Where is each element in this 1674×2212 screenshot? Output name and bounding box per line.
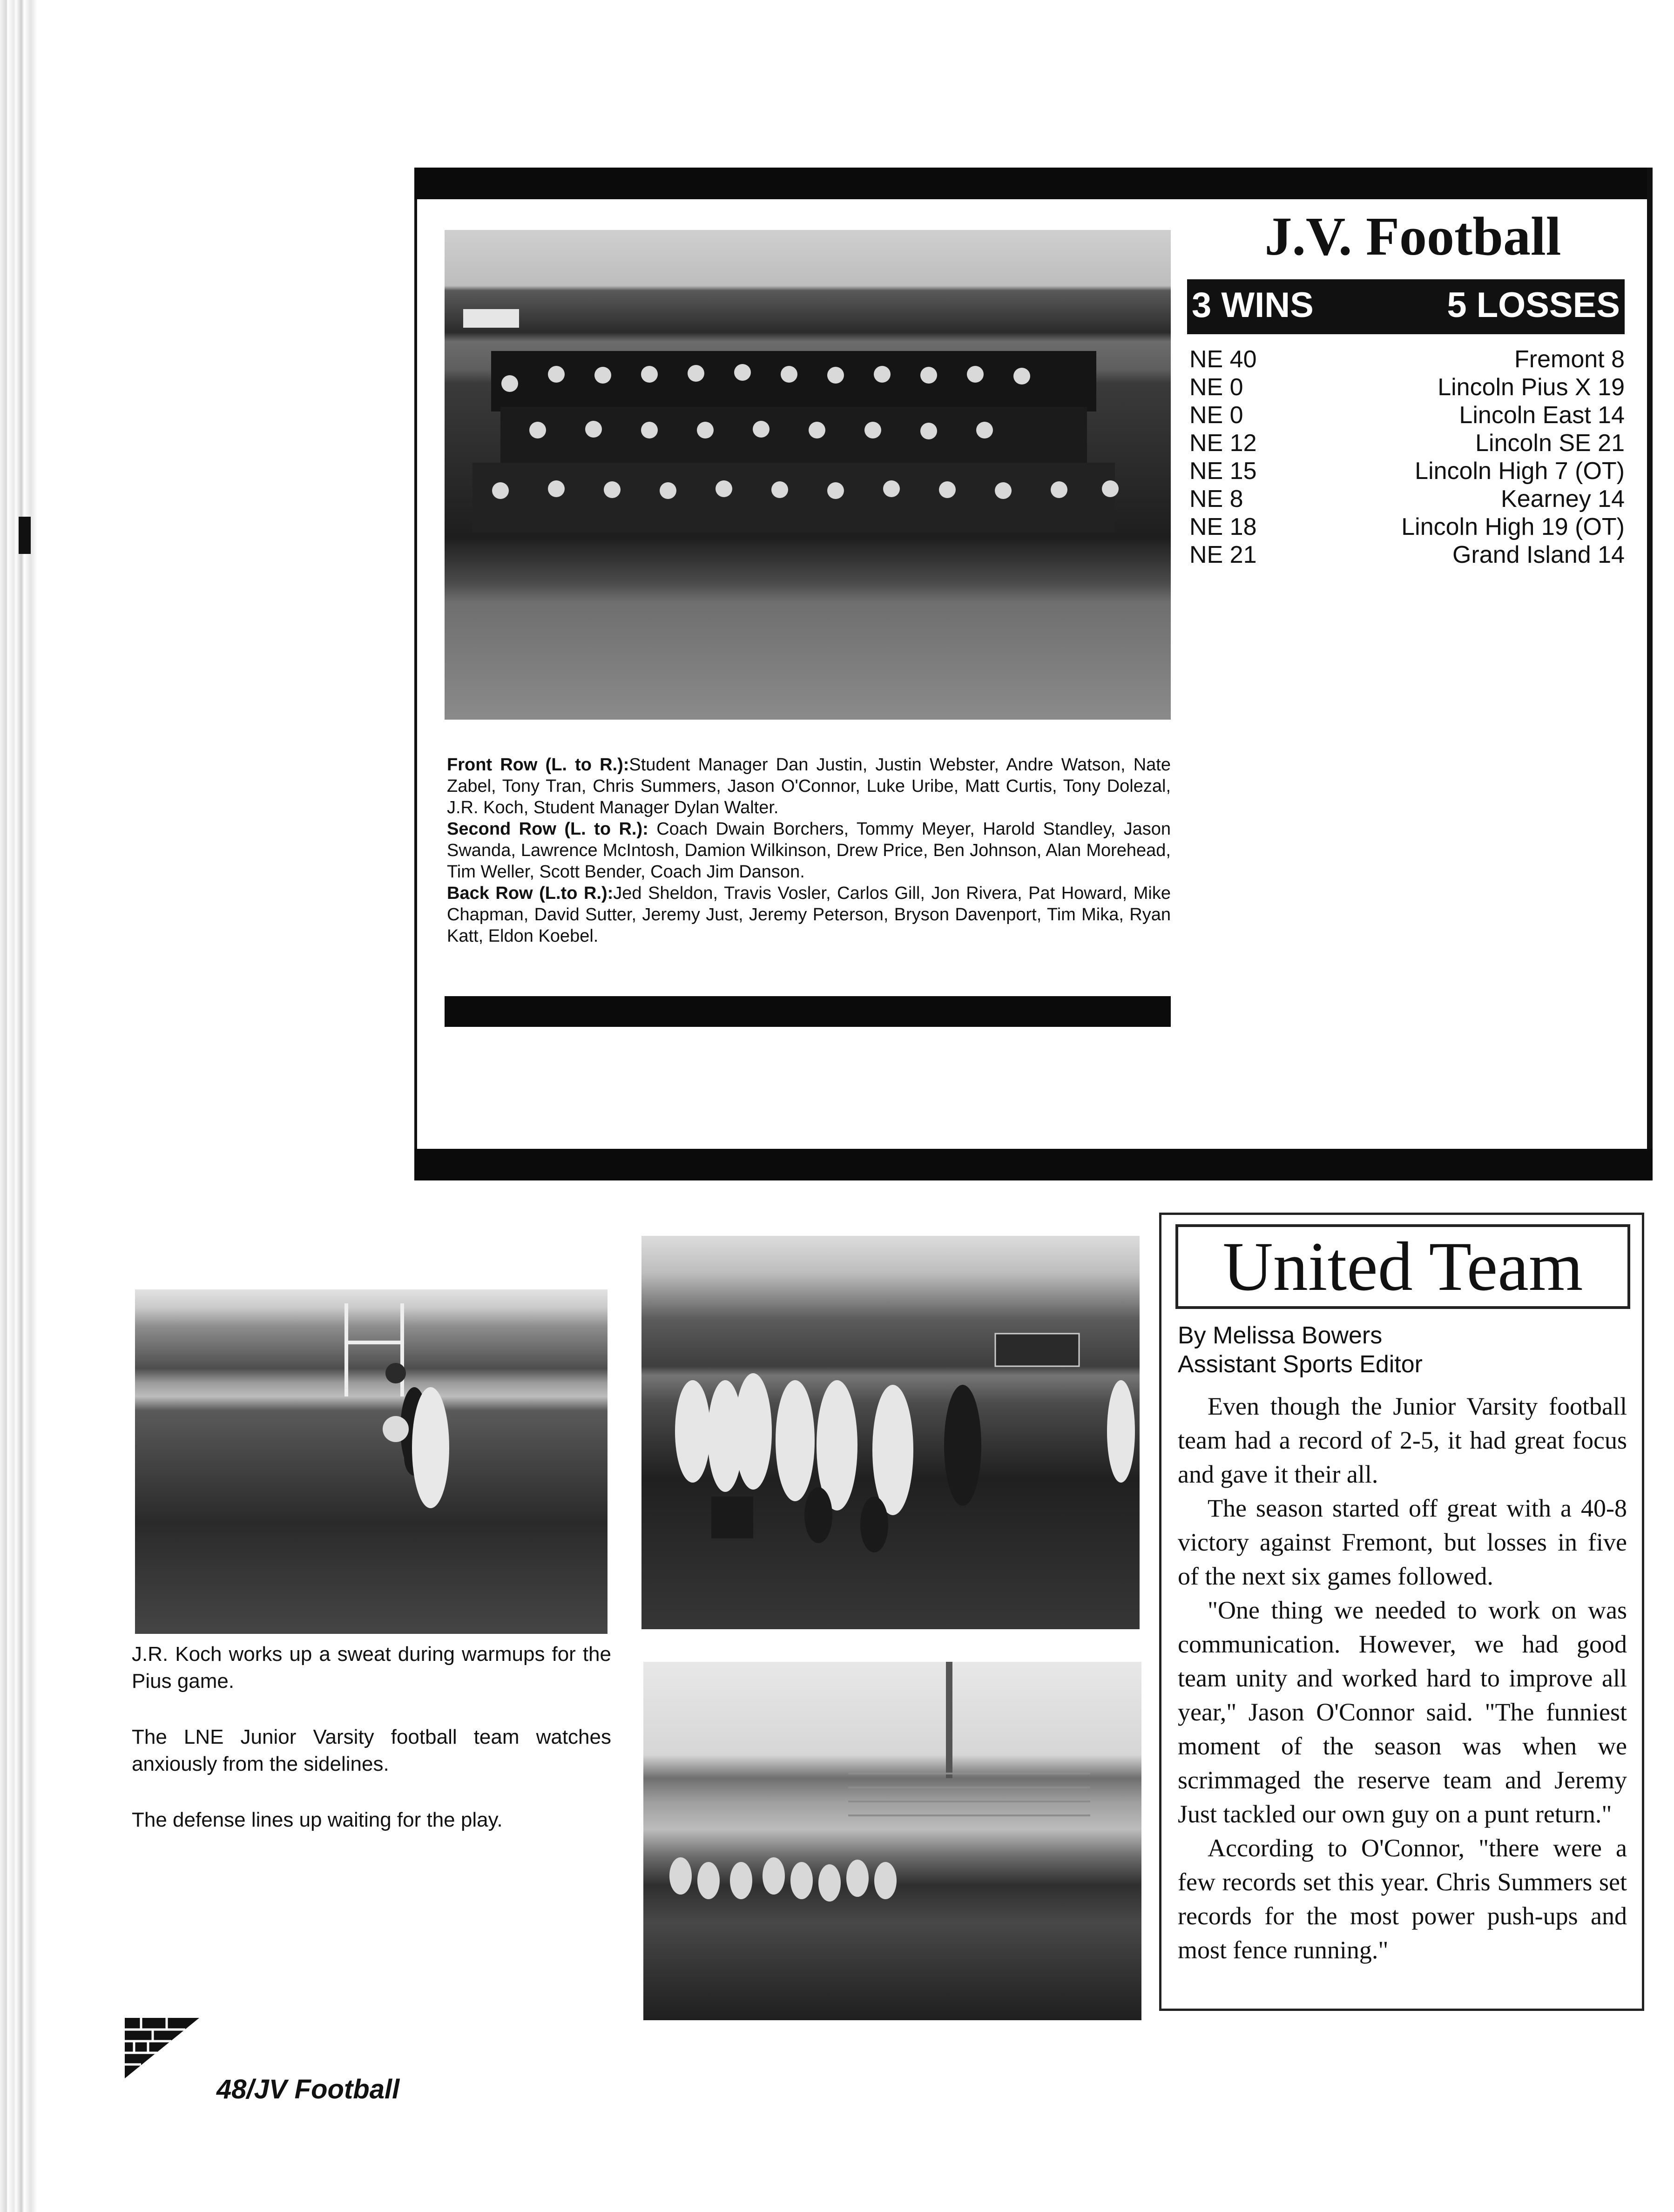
- back-row-names: Jed Sheldon, Travis Vosler, Carlos Gill, Jon Rivera, Pat Howard, Mike Chapman, David Sutter, Jeremy Just, Jeremy Peterson, Bryson Davenport, Tim Mika, Ryan Katt, Eldon Koebel.: [447, 883, 1171, 946]
- caption-sideline: The LNE Junior Varsity football team watches anxiously from the sidelines.: [132, 1726, 611, 1775]
- score-row: [1189, 429, 1625, 457]
- ne-score: NE 21: [1189, 541, 1257, 568]
- roster-caption: [447, 754, 1171, 947]
- score-row: [1189, 401, 1625, 429]
- author-role: Assistant Sports Editor: [1178, 1351, 1423, 1378]
- top-rule-bar: [414, 168, 1653, 199]
- opponent-score: Kearney 14: [1501, 486, 1625, 513]
- feature-title: J.V. Football: [1264, 206, 1561, 267]
- binding-mark: [19, 517, 31, 554]
- box-right-border: [1647, 168, 1653, 1180]
- ne-score: NE 12: [1189, 430, 1257, 457]
- story-paragraph: The season started off great with a 40-8 victory against Fremont, but losses in five of the next six games followed.: [1178, 1494, 1627, 1590]
- opponent-score: Lincoln SE 21: [1475, 430, 1625, 457]
- photo-captions: [132, 1641, 611, 1862]
- ne-score: NE 8: [1189, 486, 1243, 513]
- sideline-photo: [641, 1236, 1140, 1629]
- score-list: [1189, 345, 1625, 569]
- score-row: [1189, 513, 1625, 541]
- byline: [1178, 1321, 1625, 1379]
- opponent-score: Lincoln East 14: [1459, 402, 1625, 429]
- story-paragraph: According to O'Connor, "there were a few records set this year. Chris Summers set records for the most power push-ups and most fence running.": [1178, 1834, 1627, 1964]
- opponent-score: Fremont 8: [1514, 346, 1625, 373]
- front-row-names: Student Manager Dan Justin, Justin Webster, Andre Watson, Nate Zabel, Tony Tran, Chris Summers, Jason O'Connor, Luke Uribe, Matt Curtis, Tony Dolezal, J.R. Koch, Student Manager Dylan Walter.: [447, 755, 1171, 817]
- score-row: [1189, 345, 1625, 373]
- team-photo: [445, 230, 1171, 720]
- author-name: By Melissa Bowers: [1178, 1322, 1383, 1349]
- story-paragraph: "One thing we needed to work on was communication. However, we had good team unity and worked hard to improve all year," Jason O'Connor said. "The funniest moment of the season was when we scrimmaged the reserve team and Jeremy Just tackled our own guy on a punt return.": [1178, 1596, 1627, 1828]
- back-row-label: Back Row (L.to R.):: [447, 883, 614, 903]
- opponent-score: Lincoln Pius X 19: [1438, 374, 1625, 401]
- ne-score: NE 15: [1189, 458, 1257, 485]
- story-title: United Team: [1175, 1224, 1630, 1309]
- second-row-label: Second Row (L. to R.):: [447, 819, 648, 839]
- losses-label: 5 LOSSES: [1447, 285, 1620, 325]
- second-row-names: Coach Dwain Borchers, Tommy Meyer, Harold Standley, Jason Swanda, Lawrence McIntosh, Damion Wilkinson, Drew Price, Ben Johnson, Alan Morehead, Tim Weller, Scott Bender, Coach Jim Danson.: [447, 819, 1171, 882]
- front-row-label: Front Row (L. to R.):: [447, 755, 629, 775]
- story-paragraph: Even though the Junior Varsity football team had a record of 2-5, it had great focus and gave it their all.: [1178, 1392, 1627, 1488]
- opponent-score: Lincoln High 19 (OT): [1401, 513, 1625, 540]
- page-label: 48/JV Football: [216, 2074, 400, 2104]
- bottom-rule-bar: [414, 1149, 1653, 1180]
- score-row: [1189, 541, 1625, 569]
- ne-score: NE 0: [1189, 402, 1243, 429]
- caption-warmup: J.R. Koch works up a sweat during warmups for the Pius game.: [132, 1643, 611, 1693]
- caption-defense: The defense lines up waiting for the play.: [132, 1808, 503, 1831]
- binding-edge: [0, 0, 37, 2212]
- score-row: [1189, 457, 1625, 485]
- opponent-score: Lincoln High 7 (OT): [1415, 458, 1625, 485]
- opponent-score: Grand Island 14: [1452, 541, 1625, 568]
- brick-wall-logo: [120, 2018, 204, 2085]
- box-left-border: [414, 199, 417, 1149]
- wins-label: 3 WINS: [1192, 285, 1314, 325]
- score-row: [1189, 373, 1625, 401]
- record-bar: [1187, 279, 1625, 334]
- defense-photo: [643, 1662, 1141, 2020]
- inner-rule-bar: [445, 996, 1171, 1027]
- story-body: [1178, 1389, 1627, 1967]
- ne-score: NE 18: [1189, 513, 1257, 540]
- score-row: [1189, 485, 1625, 513]
- ne-score: NE 40: [1189, 346, 1257, 373]
- warmup-photo: [135, 1289, 608, 1634]
- ne-score: NE 0: [1189, 374, 1243, 401]
